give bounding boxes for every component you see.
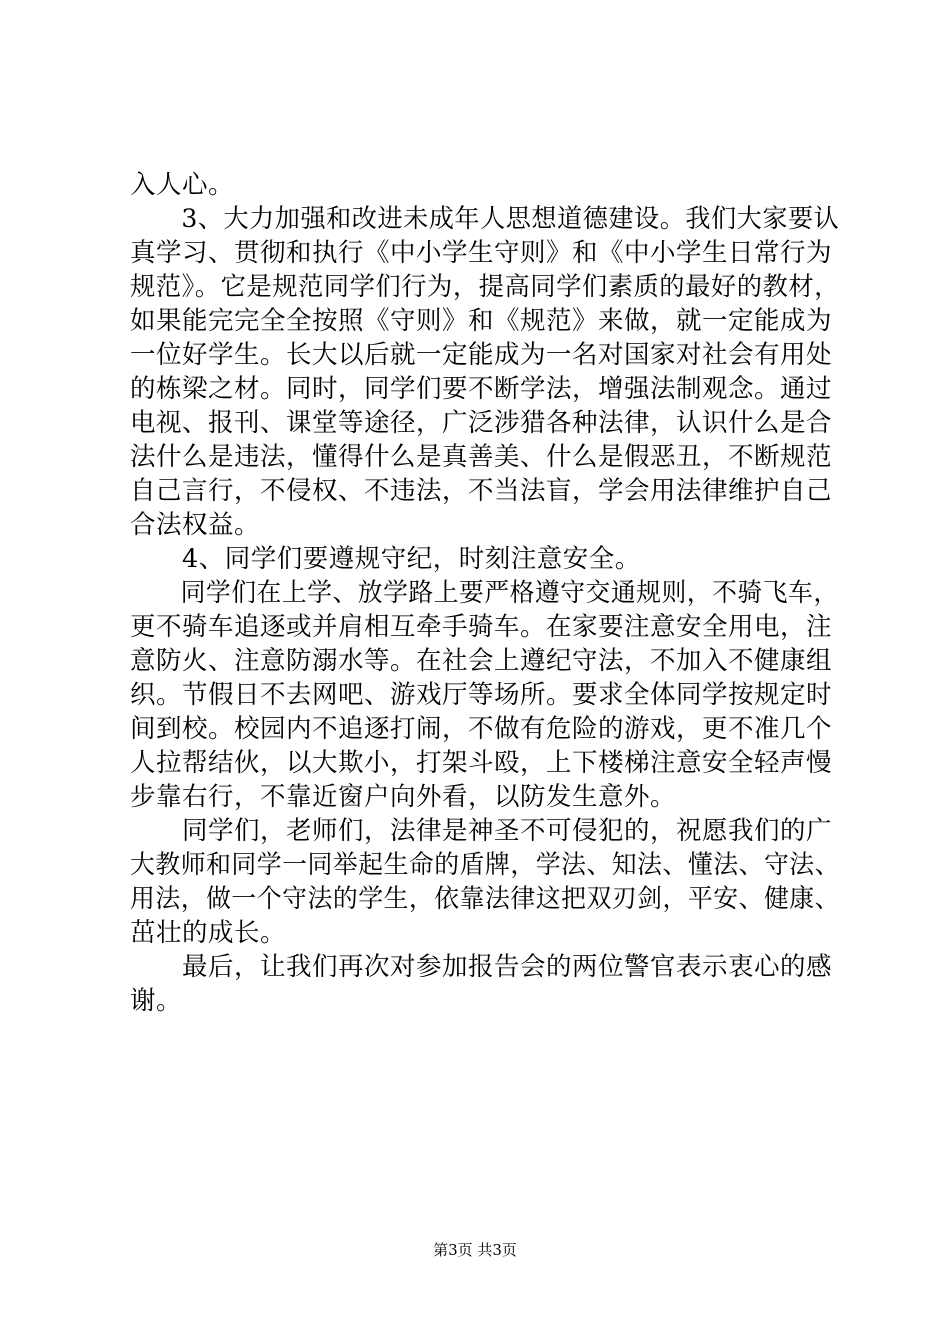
body-text-line: 谢。 [130, 986, 183, 1016]
body-text-line: 自己言行，不侵权、不违法，不当法盲，学会用法律维护自己 [130, 476, 833, 506]
body-text-line: 合法权益。 [130, 510, 261, 540]
body-text-line: 规范》。它是规范同学们行为，提高同学们素质的最好的教材， [130, 272, 840, 302]
body-text-line: 4、同学们要遵规守纪，时刻注意安全。 [182, 544, 641, 574]
body-text-line: 同学们在上学、放学路上要严格遵守交通规则，不骑飞车， [180, 578, 839, 608]
body-text-line: 真学习、贯彻和执行《中小学生守则》和《中小学生日常行为 [130, 238, 833, 268]
body-text-line: 电视、报刊、课堂等途径，广泛涉猎各种法律，认识什么是合 [130, 408, 833, 438]
page-footer: 第3页 共3页 [433, 1241, 517, 1259]
body-text-line: 用法，做一个守法的学生，依靠法律这把双刃剑，平安、健康、 [130, 884, 841, 914]
body-text-line: 的栋梁之材。同时，同学们要不断学法，增强法制观念。通过 [130, 374, 833, 404]
body-text-line: 同学们，老师们，法律是神圣不可侵犯的，祝愿我们的广 [182, 816, 833, 846]
body-text-line: 织。节假日不去网吧、游戏厅等场所。要求全体同学按规定时 [130, 680, 833, 710]
body-text-line: 人拉帮结伙，以大欺小，打架斗殴，上下楼梯注意安全轻声慢 [130, 748, 833, 778]
body-text-line: 间到校。校园内不追逐打闹，不做有危险的游戏，更不准几个 [130, 714, 833, 744]
document-body [130, 168, 840, 1018]
body-text-line: 一位好学生。长大以后就一定能成为一名对国家对社会有用处 [130, 340, 833, 370]
body-text-line: 更不骑车追逐或并肩相互牵手骑车。在家要注意安全用电，注 [130, 612, 833, 642]
body-text-line: 入人心。 [130, 170, 235, 200]
body-text-line: 茁壮的成长。 [130, 918, 287, 948]
body-text-line: 法什么是违法，懂得什么是真善美、什么是假恶丑，不断规范 [130, 442, 833, 472]
body-text-line: 3、大力加强和改进未成年人思想道德建设。我们大家要认 [181, 204, 840, 234]
body-text-line: 最后，让我们再次对参加报告会的两位警官表示衷心的感 [182, 952, 833, 982]
body-text-line: 大教师和同学一同举起生命的盾牌，学法、知法、懂法、守法、 [130, 850, 841, 880]
body-text-line: 如果能完完全全按照《守则》和《规范》来做，就一定能成为 [130, 306, 833, 336]
body-text-line: 步靠右行，不靠近窗户向外看，以防发生意外。 [130, 782, 677, 812]
body-text-line: 意防火、注意防溺水等。在社会上遵纪守法，不加入不健康组 [130, 646, 833, 676]
